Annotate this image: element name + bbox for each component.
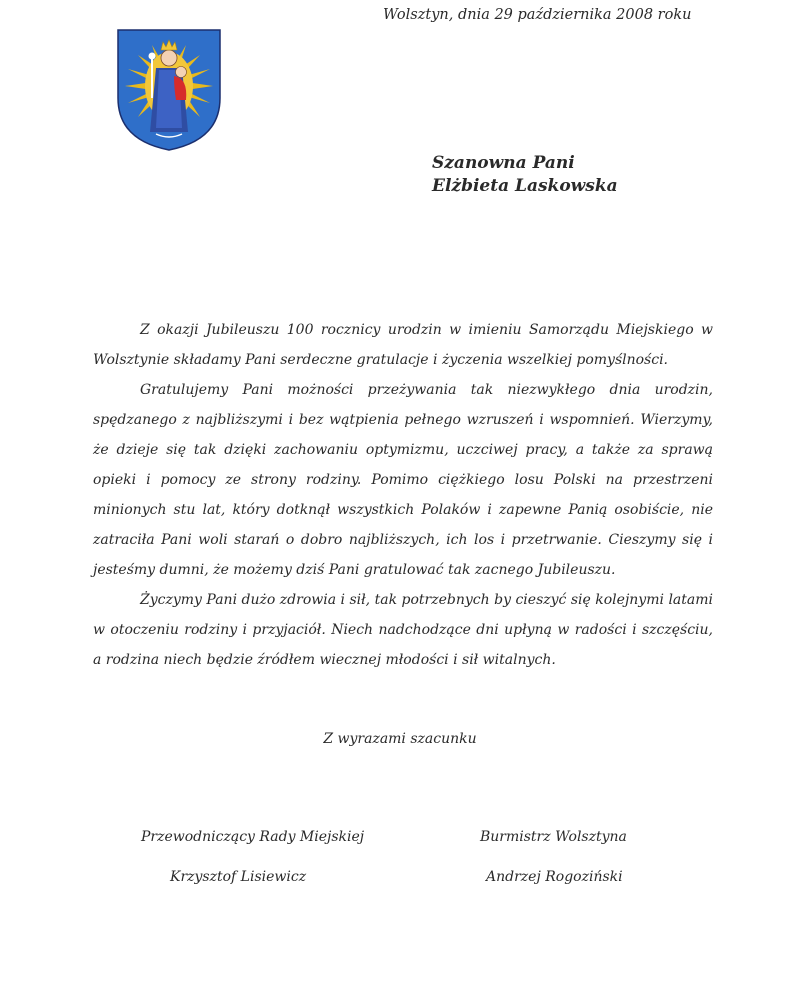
- salutation: Szanowna Pani: [432, 153, 575, 173]
- signature-left-title: Przewodniczący Rady Miejskiej: [141, 829, 365, 845]
- body-paragraph: Życzymy Pani dużo zdrowia i sił, tak potrzebnych by cieszyć się kolejnymi latami w otoczeniu rodziny i przyjaciół. Niech nadchodzące dni upłyną w radości i szczęściu, a rodzina niech będzie źródłem wiecznej młodości i sił witalnych.: [93, 592, 713, 668]
- closing-line: Z wyrazami szacunku: [323, 731, 477, 747]
- body-paragraph: Z okazji Jubileuszu 100 rocznicy urodzin w imieniu Samorządu Miejskiego w Wolsztynie składamy Pani serdeczne gratulacje i życzenia wszelkiej pomyślności.: [93, 322, 713, 368]
- signature-right-name: Andrzej Rogoziński: [486, 869, 623, 885]
- signature-right-title: Burmistrz Wolsztyna: [480, 829, 627, 845]
- coat-of-arms-icon: [116, 28, 222, 152]
- recipient-name: Elżbieta Laskowska: [432, 176, 618, 196]
- body-paragraph: Gratulujemy Pani możności przeżywania tak niezwykłego dnia urodzin, spędzanego z najbliższymi i bez wątpienia pełnego wzruszeń i wspomnień. Wierzymy, że dzieje się tak dzięki zachowaniu optymizmu, uczciwej pracy, a także za sprawą opieki i pomocy ze strony rodziny. Pomimo ciężkiego losu Polski na przestrzeni minionych stu lat, który dotknął wszystkich Polaków i zapewne Panią osobiście, nie zatraciła Pani woli starań o dobro najbliższych, ich los i przetrwanie. Cieszymy się i jesteśmy dumni, że możemy dziś Pani gratulować tak zacnego Jubileuszu.: [93, 382, 713, 578]
- date-line: Wolsztyn, dnia 29 października 2008 roku: [383, 7, 692, 23]
- recipient-block: [432, 152, 618, 198]
- signature-left-name: Krzysztof Lisiewicz: [170, 869, 307, 885]
- letter-body: [93, 315, 713, 675]
